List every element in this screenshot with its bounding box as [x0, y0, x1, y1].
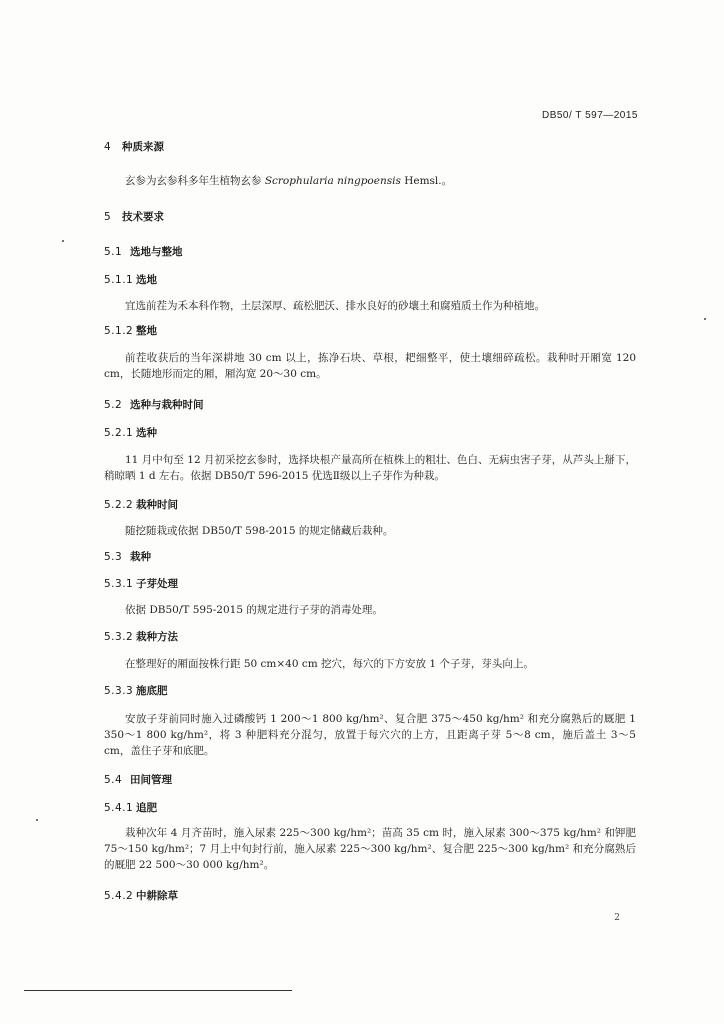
paragraph-5-2-2: 随挖随栽或依据 DB50/T 598-2015 的规定储藏后栽种。 — [125, 525, 394, 537]
section-heading-5-3: 5.3 栽种 — [104, 551, 151, 563]
section-heading-5-3-1: 5.3.1 子芽处理 — [104, 578, 178, 590]
paragraph-5-1-2: 前茬收获后的当年深耕地 30 cm 以上，拣净石块、草根，耙细整平，使土壤细碎疏松。栽种时开厢宽 120 cm，长随地形而定的厢，厢沟宽 20～30 cm。 — [104, 352, 636, 380]
document-code: DB50/ T 597—2015 — [541, 110, 638, 121]
page-number: 2 — [614, 913, 620, 923]
scan-speck — [62, 240, 64, 242]
section-heading-5-1-2: 5.1.2 整地 — [104, 325, 157, 337]
section-heading-5-2-1: 5.2.1 选种 — [104, 427, 157, 439]
section-heading-5-2: 5.2 选种与栽种时间 — [104, 399, 204, 411]
paragraph-5-1-1: 宜选前茬为禾本科作物，土层深厚、疏松肥沃、排水良好的砂壤土和腐殖质土作为种植地。 — [125, 300, 545, 312]
section-heading-5-1: 5.1 选地与整地 — [104, 246, 183, 258]
section-heading-5-4-2: 5.4.2 中耕除草 — [104, 890, 178, 902]
paragraph-5-3-3: 安放子芽前同时施入过磷酸钙 1 200～1 800 kg/hm²、复合肥 375～450 kg/hm² 和充分腐熟后的厩肥 1 350～1 800 kg/hm²，将 3 种肥料充分混匀，放置于每穴穴的上方，且距离子芽 5～8 cm，施后盖土 3～5 cm，盖住子芽和底肥。 — [104, 713, 636, 757]
section-heading-5-4: 5.4 田间管理 — [104, 774, 172, 786]
paragraph-4: 玄参为玄参科多年生植物玄参 Scrophularia ningpoensis Hemsl.。 — [125, 175, 453, 187]
paragraph-5-2-1: 11 月中旬至 12 月初采挖玄参时，选择块根产量高所在植株上的粗壮、色白、无病虫害子芽，从芦头上掰下，稍晾晒 1 d 左右。依据 DB50/T 596-2015 优选Ⅱ级以上子芽作为种栽。 — [104, 454, 636, 482]
section-heading-5-4-1: 5.4.1 追肥 — [104, 802, 157, 814]
scan-speck — [36, 819, 38, 821]
section-heading-5-3-2: 5.3.2 栽种方法 — [104, 631, 178, 643]
section-heading-4: 4 种质来源 — [104, 141, 164, 153]
section-heading-5-2-2: 5.2.2 栽种时间 — [104, 499, 178, 511]
paragraph-5-3-2: 在整理好的厢面按株行距 50 cm×40 cm 挖穴，每穴的下方安放 1 个子芽，芽头向上。 — [125, 658, 534, 670]
footer-rule — [24, 990, 292, 991]
section-heading-5: 5 技术要求 — [104, 211, 164, 223]
scan-speck — [704, 318, 706, 320]
section-heading-5-1-1: 5.1.1 选地 — [104, 274, 157, 286]
paragraph-5-3-1: 依据 DB50/T 595-2015 的规定进行子芽的消毒处理。 — [125, 604, 383, 616]
section-heading-5-3-3: 5.3.3 施底肥 — [104, 685, 168, 697]
paragraph-5-4-1: 栽种次年 4 月齐苗时，施入尿素 225～300 kg/hm²；苗高 35 cm 时，施入尿素 300～375 kg/hm² 和钾肥 75～150 kg/hm²；7 月上中旬封行前，施入尿素 225～300 kg/hm²、复合肥 225～300 kg/hm² 和充分腐熟后的厩肥 22 500～30 000 kg/hm²。 — [104, 827, 636, 871]
